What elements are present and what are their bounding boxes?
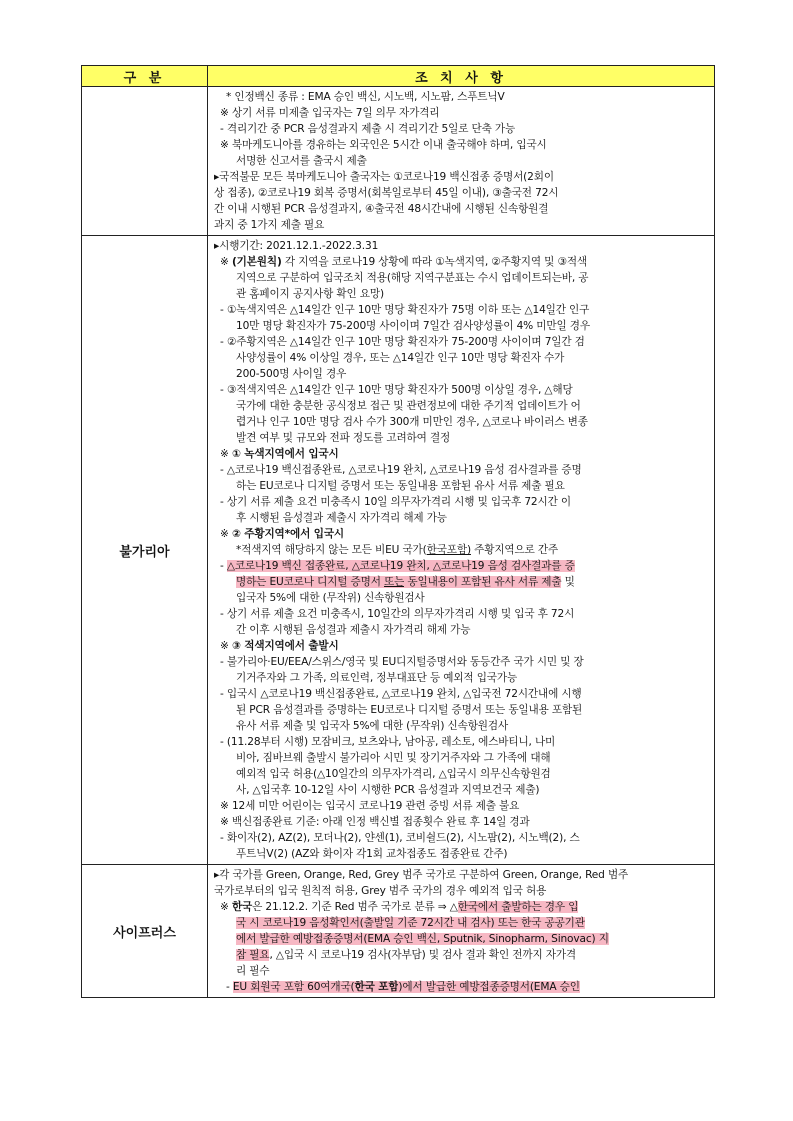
text-span: ※ 북마케도니아를 경유하는 외국인은 5시간 이내 출국해야 하며, 입국시 [220, 139, 547, 151]
text-span: ③ 적색지역에서 출발시 [231, 640, 339, 652]
measure-line [214, 622, 708, 638]
text-span: ▸각 국가를 Green, Orange, Red, Grey 범주 국가로 구분하여 Green, Orange, Red 범주 [214, 869, 629, 881]
measure-line [214, 526, 708, 542]
text-span: 관 홈페이지 공지사항 확인 요망) [236, 288, 384, 300]
text-span: 참 필요 [236, 949, 270, 961]
measure-line [214, 217, 708, 233]
text-span: 예외적 입국 허용(△10일간의 의무자가격리, △입국시 의무신속항원검 [236, 768, 551, 780]
text-span: 한국 [231, 901, 253, 913]
measure-line [214, 654, 708, 670]
measure-line [214, 814, 708, 830]
text-span: 하는 EU코로나 디지털 증명서 또는 동일내용 포함된 유사 서류 제출 필요 [236, 480, 565, 492]
measure-line [214, 105, 708, 121]
table-row [82, 87, 715, 236]
measure-line [214, 830, 708, 846]
measure-line [214, 398, 708, 414]
text-span: ※ 백신접종완료 기준: 아래 인정 백신별 접종횟수 완료 후 14일 경과 [220, 816, 530, 828]
measure-line [214, 899, 708, 915]
measure-line [214, 270, 708, 286]
measure-line [214, 169, 708, 185]
text-span: * 인정백신 종류 : EMA 승인 백신, 시노백, 시노팜, 스푸트닉V [226, 91, 505, 103]
measure-line [214, 686, 708, 702]
text-span: ① 녹색지역에서 입국시 [231, 448, 339, 460]
text-span: EU 회원국 포함 60여개국( [232, 981, 355, 993]
text-span: 된 PCR 음성결과를 증명하는 EU코로나 디지털 증명서 또는 동일내용 포함된 [236, 704, 583, 716]
measure-line [214, 286, 708, 302]
text-span: 한국포함) [426, 544, 471, 556]
measure-line [214, 867, 708, 883]
measures-cell [208, 865, 715, 998]
table-body [82, 87, 715, 998]
text-span: 입국자 5%에 대한 (무작위) 신속항원검사 [236, 592, 425, 604]
measure-line [214, 121, 708, 137]
text-span: 국 시 코로나19 음성확인서(출발일 기준 72시간 내 검사) 또는 한국 공공기관 [236, 917, 585, 929]
text-span: ② 주황지역*에서 입국시 [231, 528, 344, 540]
text-span: - [220, 560, 227, 572]
text-span: 렵거나 인구 10만 명당 검사 수가 300개 미만인 경우, △코로나 바이러스 변종 [236, 416, 588, 428]
text-span: (기본원칙) [231, 256, 282, 268]
text-span: 국가로부터의 입국 원칙적 허용, Grey 범주 국가의 경우 예외적 입국 허용 [214, 885, 547, 897]
measure-line [214, 782, 708, 798]
text-span: - △코로나19 백신접종완료, △코로나19 완치, △코로나19 음성 검사결과를 증명 [220, 464, 582, 476]
text-span: 기거주자와 그 가족, 의료인력, 정부대표단 등 예외적 입국가능 [236, 672, 518, 684]
measure-line [214, 350, 708, 366]
measure-line [214, 238, 708, 254]
text-span: 200-500명 사이일 경우 [236, 368, 347, 380]
measure-line [214, 462, 708, 478]
measure-line [214, 318, 708, 334]
text-span: 또는 [384, 576, 405, 588]
measure-line [214, 254, 708, 270]
text-span: 후 시행된 음성결과 제출시 자가격리 해제 가능 [236, 512, 447, 524]
measure-line [214, 334, 708, 350]
country-cell: 사이프러스 [82, 865, 208, 998]
text-span: ※ [220, 256, 232, 268]
measures-cell [208, 236, 715, 865]
measure-line [214, 883, 708, 899]
header-measures: 조 치 사 항 [208, 66, 715, 87]
measure-line [214, 702, 708, 718]
measure-line [214, 510, 708, 526]
text-span: 간 이내 시행된 PCR 음성결과지, ④출국전 48시간내에 시행된 신속항원결 [214, 203, 549, 215]
text-span: - 불가리아·EU/EEA/스위스/영국 및 EU디지털증명서와 동등간주 국가 시민 및 장 [220, 656, 584, 668]
text-span: 상 접종), ②코로나19 회복 증명서(회복일로부터 45일 이내), ③출국전 72시 [214, 187, 559, 199]
measure-line [214, 798, 708, 814]
text-span: 사양성률이 4% 이상일 경우, 또는 △14일간 인구 10만 명당 확진자 수가 [236, 352, 565, 364]
text-span: 유사 서류 제출 및 입국자 5%에 대한 (무작위) 신속항원검사 [236, 720, 509, 732]
measures-cell [208, 87, 715, 236]
measure-line [214, 478, 708, 494]
text-span: ※ 상기 서류 미제출 입국자는 7일 의무 자가격리 [220, 107, 440, 119]
text-span: )에서 발급한 예방접종증명서(EMA 승인 [398, 981, 580, 993]
text-span: 푸트닉V(2) (AZ와 화이자 각1회 교차접종도 접종완료 간주) [236, 848, 508, 860]
measure-line [214, 446, 708, 462]
measure-line [214, 979, 708, 995]
measure-line [214, 414, 708, 430]
measure-line [214, 734, 708, 750]
header-category: 구 분 [82, 66, 208, 87]
measure-line [214, 185, 708, 201]
text-span: 은 21.12.2. 기준 Red 범주 국가로 분류 ⇒ △ [252, 901, 458, 913]
measure-line [214, 382, 708, 398]
measure-line [214, 750, 708, 766]
text-span: 간 이후 시행된 음성결과 제출시 자가격리 해제 가능 [236, 624, 471, 636]
table-header-row [82, 66, 715, 87]
measure-line [214, 542, 708, 558]
measure-line [214, 638, 708, 654]
text-span: - ②주황지역은 △14일간 인구 10만 명당 확진자가 75-200명 사이이며 7일간 검 [220, 336, 585, 348]
measure-line [214, 137, 708, 153]
measure-line [214, 558, 708, 574]
text-span: 한국 포함 [354, 981, 399, 993]
measure-line [214, 153, 708, 169]
table-row [82, 865, 715, 998]
text-span: 발견 여부 및 규모와 전파 정도를 고려하여 결정 [236, 432, 451, 444]
country-cell [82, 87, 208, 236]
text-span: 주황지역으로 간주 [470, 544, 559, 556]
text-span: ▸국적불문 모든 북마케도니아 출국자는 ①코로나19 백신접종 증명서(2회이 [214, 171, 554, 183]
measure-line [214, 574, 708, 590]
text-span: 서명한 신고서를 출국시 제출 [236, 155, 367, 167]
measure-line [214, 494, 708, 510]
text-span: - [226, 981, 233, 993]
text-span: 동일내용이 포함된 유사 서류 제출 [404, 576, 562, 588]
text-span: *적색지역 해당하지 않는 모든 비EU 국가( [236, 544, 427, 556]
measure-line [214, 963, 708, 979]
text-span: ※ [220, 528, 232, 540]
text-span: 한국에서 출발하는 경우 입 [457, 901, 579, 913]
text-span: - 격리기간 중 PCR 음성결과지 제출 시 격리기간 5일로 단축 가능 [220, 123, 516, 135]
measure-line [214, 89, 708, 105]
measure-line [214, 302, 708, 318]
measure-line [214, 947, 708, 963]
text-span: - 상기 서류 제출 요건 미충족시 10일 의무자가격리 시행 및 입국후 72시간 이 [220, 496, 571, 508]
text-span: 국가에 대한 충분한 공식정보 접근 및 관련정보에 대한 주기적 업데이트가 어 [236, 400, 581, 412]
measure-line [214, 766, 708, 782]
text-span: ▸시행기간: 2021.12.1.-2022.3.31 [214, 240, 379, 252]
text-span: 리 필수 [236, 965, 270, 977]
text-span: 에서 발급한 예방접종증명서(EMA 승인 백신, Sputnik, Sinopharm, Sinovac) 지 [236, 933, 609, 945]
text-span: 지역으로 구분하여 입국조치 적용(해당 지역구분표는 수시 업데이트되는바, 공 [236, 272, 589, 284]
text-span: 명하는 EU코로나 디지털 증명서 [236, 576, 385, 588]
text-span: - 상기 서류 제출 요건 미충족시, 10일간의 의무자가격리 시행 및 입국 후 72시 [220, 608, 575, 620]
measure-line [214, 670, 708, 686]
text-span: 10만 명당 확진자가 75-200명 사이이며 7일간 검사양성률이 4% 미만일 경우 [236, 320, 590, 332]
text-span: - 화이자(2), AZ(2), 모더나(2), 얀센(1), 코비쉴드(2), 시노팜(2), 시노백(2), 스 [220, 832, 580, 844]
measures-table [81, 65, 715, 998]
text-span: 각 지역을 코로나19 상황에 따라 ①녹색지역, ②주황지역 및 ③적색 [281, 256, 587, 268]
measure-line [214, 606, 708, 622]
text-span: 및 [561, 576, 575, 588]
measure-line [214, 931, 708, 947]
measure-line [214, 201, 708, 217]
measure-line [214, 846, 708, 862]
text-span: ※ [220, 901, 232, 913]
text-span: - ①녹색지역은 △14일간 인구 10만 명당 확진자가 75명 이하 또는 △14일간 인구 [220, 304, 590, 316]
measure-line [214, 430, 708, 446]
text-span: - ③적색지역은 △14일간 인구 10만 명당 확진자가 500명 이상일 경우, △해당 [220, 384, 573, 396]
country-cell: 불가리아 [82, 236, 208, 865]
measure-line [214, 366, 708, 382]
table-row [82, 236, 715, 865]
measure-line [214, 915, 708, 931]
measure-line [214, 718, 708, 734]
text-span: 과지 중 1가지 제출 필요 [214, 219, 325, 231]
text-span: 사, △입국후 10-12일 사이 시행한 PCR 음성결과 지역보건국 제출) [236, 784, 540, 796]
text-span: ※ 12세 미만 어린이는 입국시 코로나19 관련 증빙 서류 제출 불요 [220, 800, 520, 812]
text-span: 비아, 짐바브웨 출발시 불가리아 시민 및 장기거주자와 그 가족에 대해 [236, 752, 551, 764]
text-span: ※ [220, 640, 232, 652]
text-span: - (11.28부터 시행) 모잠비크, 보츠와나, 남아공, 레소토, 에스바티니, 나미 [220, 736, 556, 748]
measure-line [214, 590, 708, 606]
text-span: ※ [220, 448, 232, 460]
text-span: △코로나19 백신 접종완료, △코로나19 완치, △코로나19 음성 검사결과를 증 [226, 560, 575, 572]
text-span: - 입국시 △코로나19 백신접종완료, △코로나19 완치, △입국전 72시간내에 시행 [220, 688, 582, 700]
text-span: , △입국 시 코로나19 검사(자부담) 및 검사 결과 확인 전까지 자가격 [269, 949, 577, 961]
